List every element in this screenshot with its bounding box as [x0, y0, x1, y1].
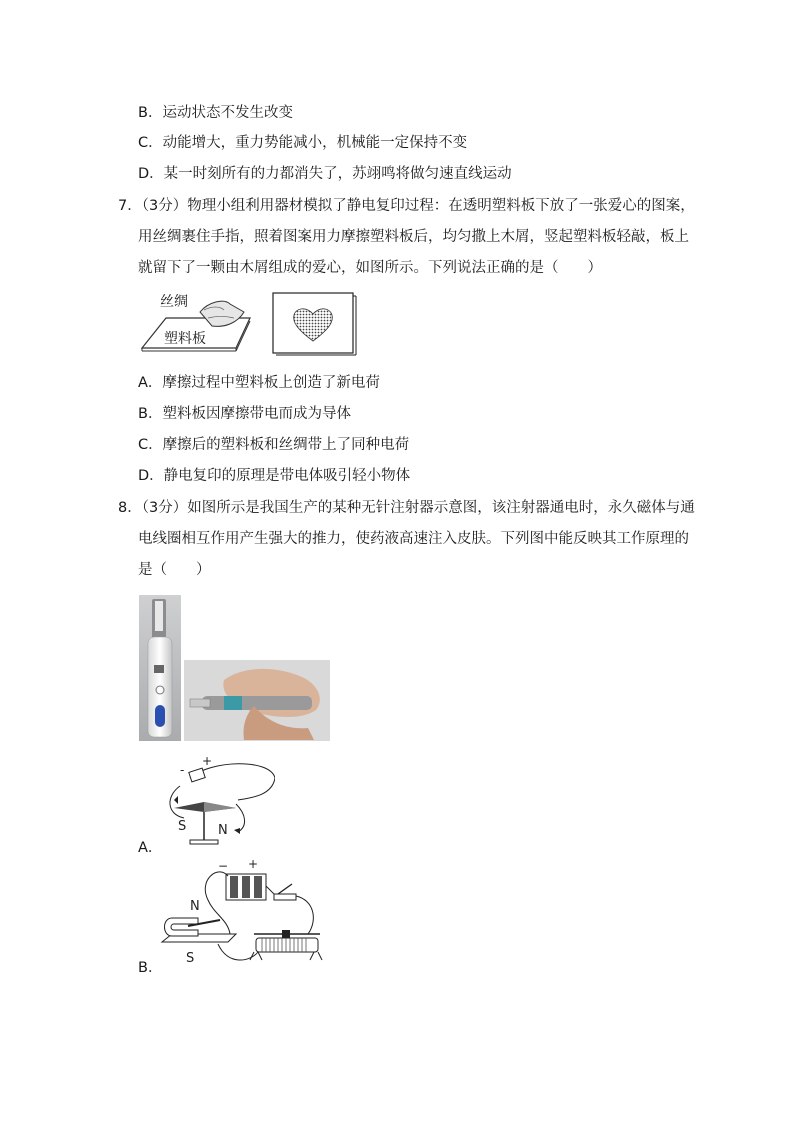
q8-a-plus: +: [202, 756, 213, 768]
q8-stem-line1: 8．（3分）如图所示是我国生产的某种无针注射器示意图，该注射器通电时，永久磁体与通: [118, 500, 695, 516]
q8-a-N: N: [218, 823, 228, 838]
q8-b-minus: −: [218, 860, 229, 873]
q8-stem-line2: 电线圈相互作用产生强大的推力，使药液高速注入皮肤。下列图中能反映其工作原理的: [138, 531, 689, 547]
q8-b-S: S: [186, 951, 195, 966]
q8-stem-line3: 是（ ）: [138, 562, 211, 578]
q8-a-minus: -: [180, 763, 185, 777]
q8-b-N: N: [190, 899, 200, 914]
q8-photo-hand: [184, 660, 330, 741]
q6-option-c: C．动能增大，重力势能减小，机械能一定保持不变: [138, 135, 468, 151]
q8-b-plus: +: [248, 860, 259, 871]
q7-figure-heart-board: [272, 292, 358, 356]
q8-option-a-label: A．: [138, 840, 163, 856]
q8-a-S: S: [178, 819, 187, 834]
q7-stem-line2: 用丝绸裹住手指，照着图案用力摩擦塑料板后，均匀撒上木屑，竖起塑料板轻敲，板上: [138, 229, 689, 245]
q8-option-b-label: B．: [138, 960, 163, 976]
q7-label-silk: 丝绸: [160, 294, 188, 310]
q7-label-plastic: 塑料板: [164, 331, 206, 347]
q7-option-a: A．摩擦过程中塑料板上创造了新电荷: [138, 375, 380, 391]
q7-stem-line1: 7．（3分）物理小组利用器材模拟了静电复印过程：在透明塑料板下放了一张爱心的图案，: [118, 198, 695, 214]
q7-option-c: C．摩擦后的塑料板和丝绸带上了同种电荷: [138, 437, 410, 453]
q8-option-b-figure: [158, 860, 328, 970]
q8-option-a-figure: [160, 756, 275, 851]
q7-option-b: B．塑料板因摩擦带电而成为导体: [138, 406, 351, 422]
q6-option-d: D．某一时刻所有的力都消失了，苏翊鸣将做匀速直线运动: [138, 166, 512, 182]
q8-photo-injector: [139, 595, 181, 741]
q6-option-b: B．运动状态不发生改变: [138, 105, 293, 121]
q7-stem-line3: 就留下了一颗由木屑组成的爱心，如图所示。下列说法正确的是（ ）: [138, 260, 602, 276]
q7-option-d: D．静电复印的原理是带电体吸引轻小物体: [138, 468, 411, 484]
